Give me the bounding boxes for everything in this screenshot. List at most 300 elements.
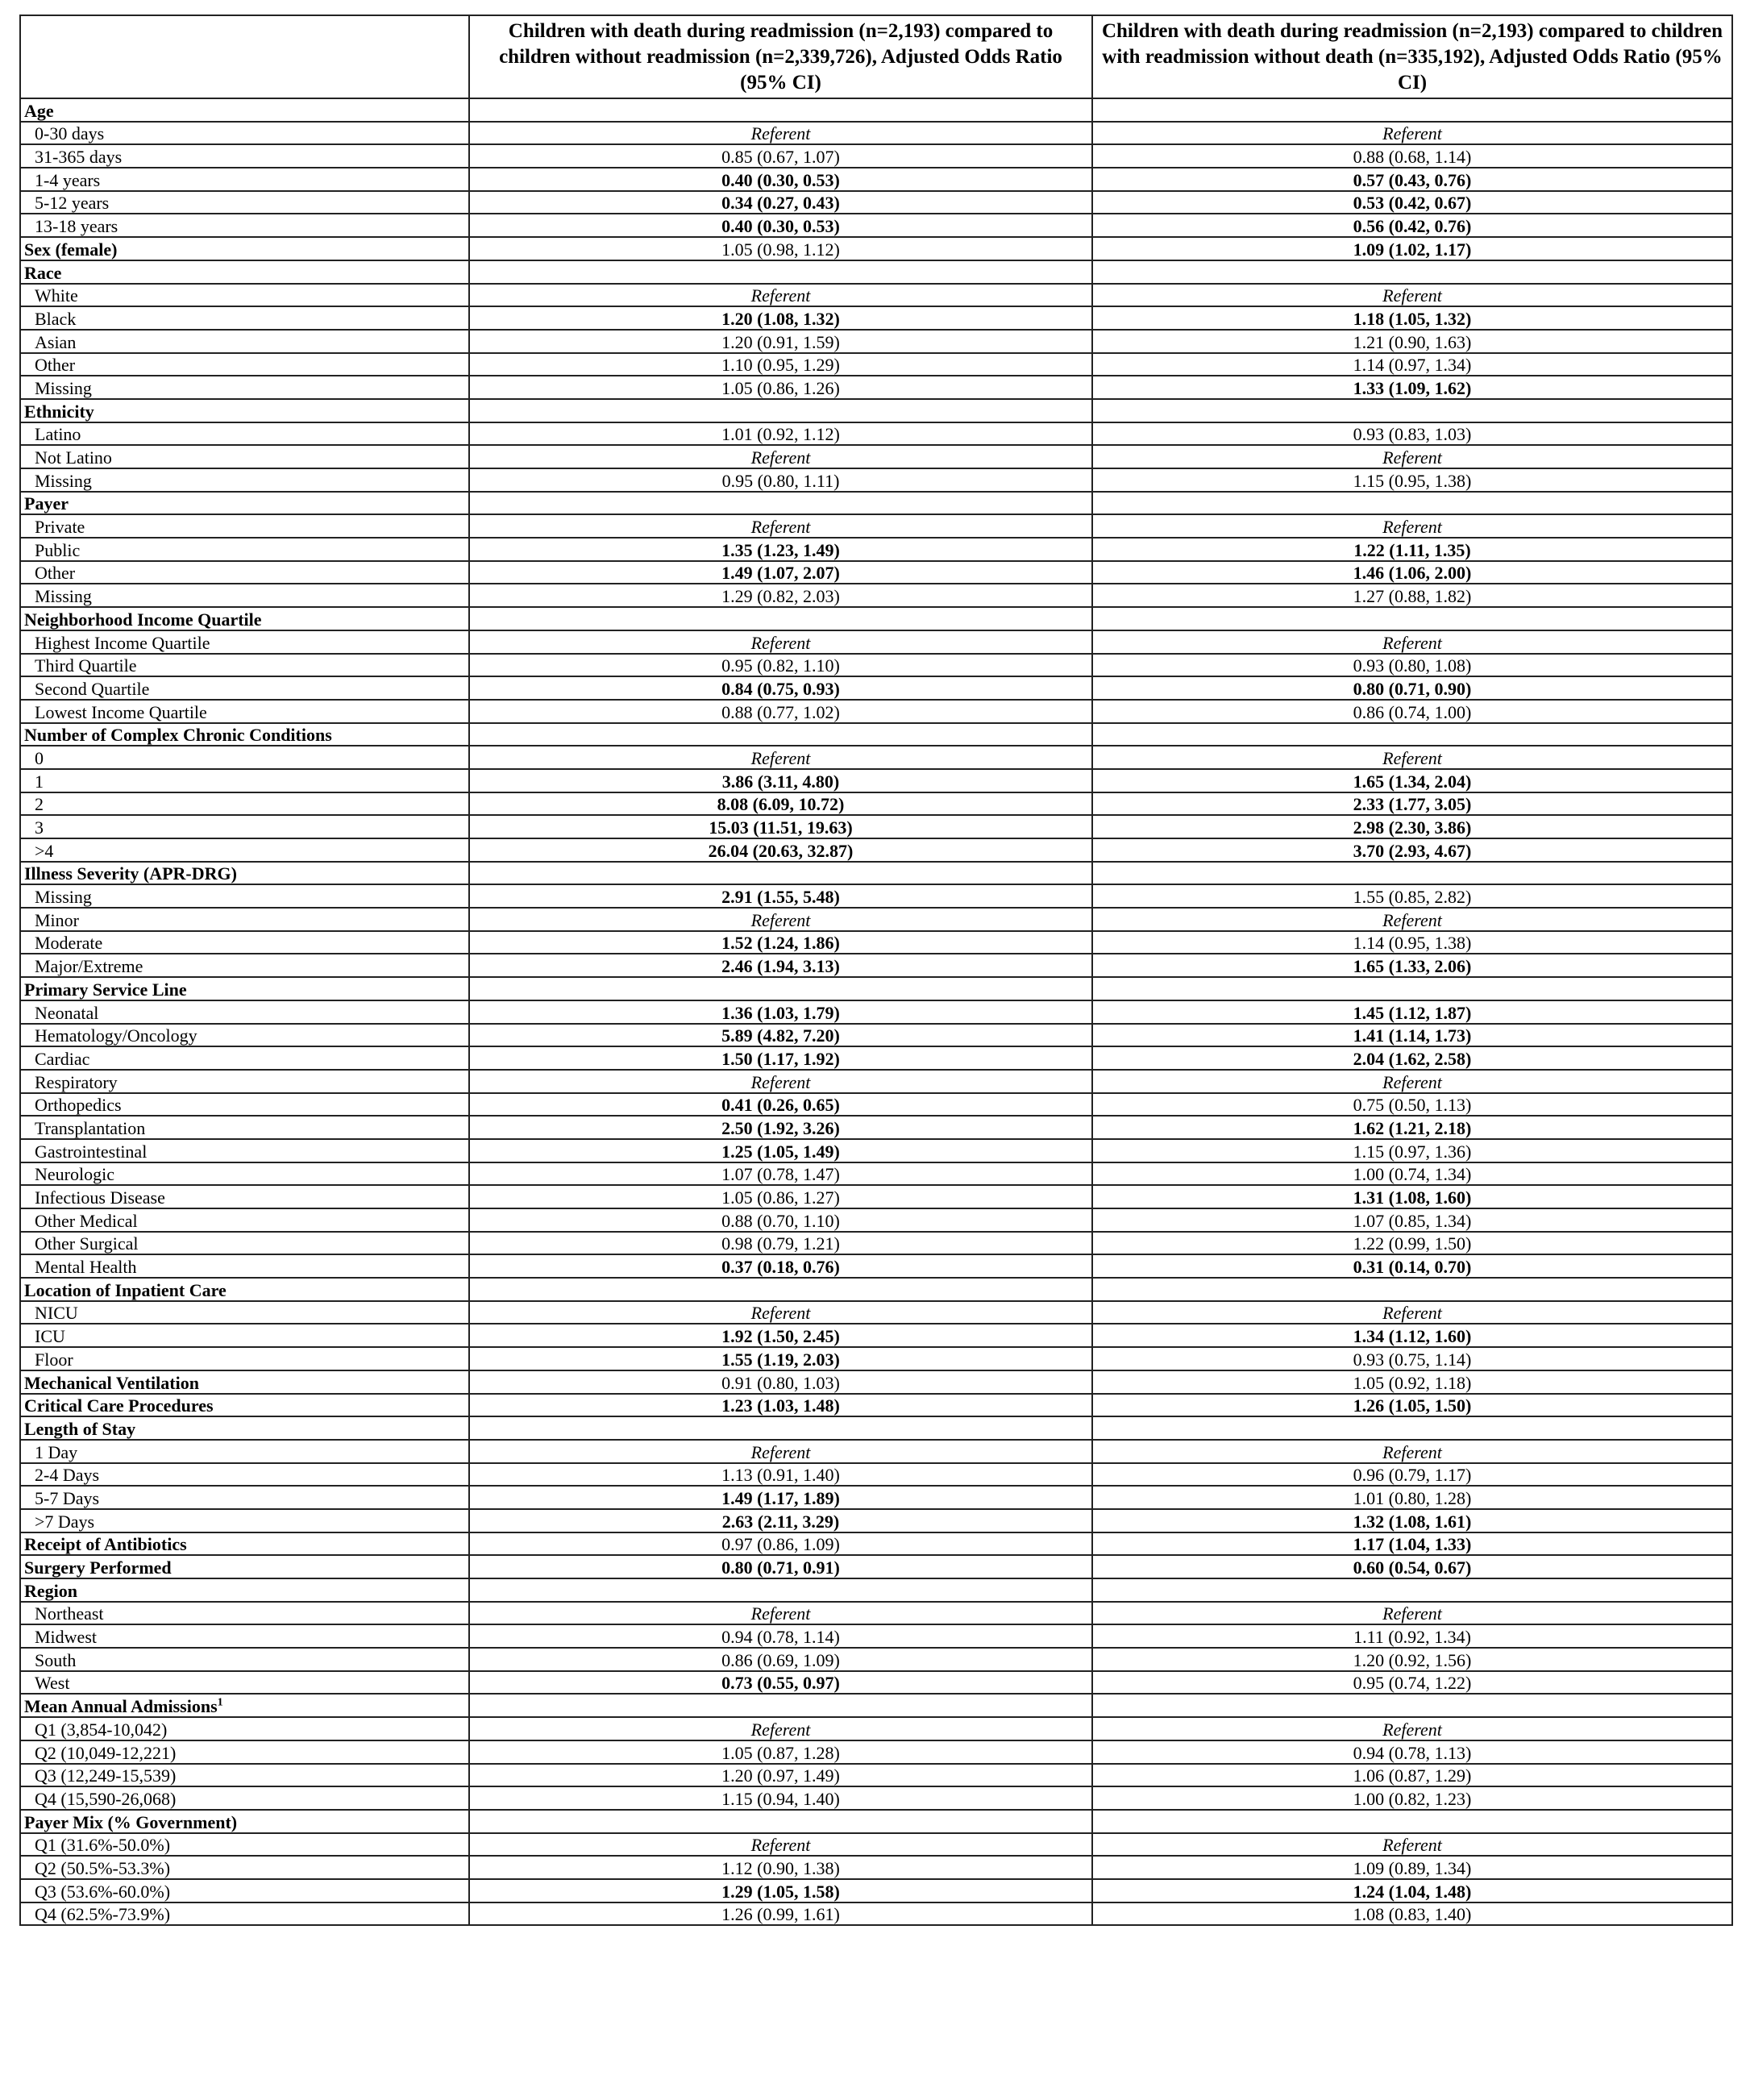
row-label-text: Midwest — [35, 1627, 97, 1648]
table-row — [20, 191, 1732, 214]
row-label — [20, 1139, 469, 1162]
odds-ratio-no-readmission-cell: 0.84 (0.75, 0.93) — [469, 676, 1092, 700]
table-row — [20, 931, 1732, 954]
odds-ratio-readmission-without-death-cell: 1.46 (1.06, 2.00) — [1092, 561, 1732, 584]
row-label — [20, 538, 469, 561]
odds-ratio-no-readmission-cell — [469, 492, 1092, 515]
odds-ratio-readmission-without-death-cell: 0.75 (0.50, 1.13) — [1092, 1093, 1732, 1117]
odds-ratio-readmission-without-death-cell: 1.22 (0.99, 1.50) — [1092, 1232, 1732, 1255]
row-label — [20, 353, 469, 376]
table-row — [20, 306, 1732, 330]
odds-ratio-readmission-without-death-cell: 1.01 (0.80, 1.28) — [1092, 1486, 1732, 1509]
row-label-text: Q4 (62.5%-73.9%) — [35, 1904, 171, 1925]
odds-ratio-no-readmission-cell: 1.12 (0.90, 1.38) — [469, 1856, 1092, 1879]
odds-ratio-no-readmission-cell: 5.89 (4.82, 7.20) — [469, 1024, 1092, 1047]
row-label — [20, 492, 469, 515]
odds-ratio-no-readmission-cell: 1.05 (0.86, 1.26) — [469, 376, 1092, 399]
odds-ratio-no-readmission-cell: 15.03 (11.51, 19.63) — [469, 815, 1092, 838]
odds-ratio-readmission-without-death-cell: 1.09 (1.02, 1.17) — [1092, 237, 1732, 260]
table-row — [20, 514, 1732, 538]
row-label — [20, 1856, 469, 1879]
table-section-row — [20, 98, 1732, 122]
row-label-text: Orthopedics — [35, 1095, 122, 1116]
row-label — [20, 1046, 469, 1070]
table-row — [20, 1070, 1732, 1093]
table-row — [20, 584, 1732, 607]
row-label-text: Floor — [35, 1349, 73, 1370]
row-label-text: South — [35, 1649, 77, 1670]
row-label-text: >4 — [35, 840, 54, 861]
odds-ratio-no-readmission-cell: 1.20 (1.08, 1.32) — [469, 306, 1092, 330]
header-no-readmission-comparison: Children with death during readmission (n=2,193) compared to children without readmission (n=2,339,726), Adjusted Odds Ratio (95% CI) — [469, 15, 1092, 98]
row-label — [20, 168, 469, 191]
row-label-text: Neurologic — [35, 1164, 114, 1185]
odds-ratio-readmission-without-death-cell: 2.04 (1.62, 2.58) — [1092, 1046, 1732, 1070]
odds-ratio-no-readmission-cell: 0.85 (0.67, 1.07) — [469, 144, 1092, 168]
row-label-text: 0 — [35, 747, 44, 768]
row-label — [20, 838, 469, 862]
row-label — [20, 445, 469, 468]
odds-ratio-no-readmission-cell: 0.40 (0.30, 0.53) — [469, 168, 1092, 191]
table-row — [20, 908, 1732, 931]
table-row — [20, 1786, 1732, 1810]
table-row — [20, 122, 1732, 145]
row-label-text: Ethnicity — [24, 401, 94, 422]
table-row — [20, 1139, 1732, 1162]
table-body — [20, 98, 1732, 1925]
row-label-text: Other — [35, 355, 76, 376]
row-label-text: Missing — [35, 377, 92, 398]
table-row — [20, 1093, 1732, 1117]
row-label-text: Illness Severity (APR-DRG) — [24, 863, 237, 884]
row-label-text: Q4 (15,590-26,068) — [35, 1788, 177, 1809]
odds-ratio-no-readmission-cell: 1.55 (1.19, 2.03) — [469, 1347, 1092, 1370]
odds-ratio-no-readmission-cell — [469, 1416, 1092, 1440]
table-section-row — [20, 1578, 1732, 1602]
table-row — [20, 1486, 1732, 1509]
row-label-text: Transplantation — [35, 1117, 146, 1138]
row-label-text: Q1 (31.6%-50.0%) — [35, 1835, 171, 1856]
table-row — [20, 1162, 1732, 1186]
row-label — [20, 1578, 469, 1602]
row-label-text: Age — [24, 100, 54, 121]
row-label-text: 1 — [35, 771, 44, 792]
table-row — [20, 676, 1732, 700]
odds-ratio-no-readmission-cell — [469, 399, 1092, 422]
row-label-text: Highest Income Quartile — [35, 632, 210, 653]
odds-ratio-no-readmission-cell: Referent — [469, 746, 1092, 769]
table-row — [20, 1740, 1732, 1764]
odds-ratio-no-readmission-cell: 8.08 (6.09, 10.72) — [469, 792, 1092, 816]
row-label-text: Major/Extreme — [35, 956, 143, 977]
odds-ratio-no-readmission-cell: 0.94 (0.78, 1.14) — [469, 1624, 1092, 1648]
table-section-row — [20, 1694, 1732, 1717]
odds-ratio-no-readmission-cell: 1.36 (1.03, 1.79) — [469, 1000, 1092, 1024]
row-label-text: Mean Annual Admissions — [24, 1696, 218, 1717]
odds-ratio-readmission-without-death-cell: 1.14 (0.97, 1.34) — [1092, 353, 1732, 376]
table-row — [20, 1254, 1732, 1278]
table-row — [20, 746, 1732, 769]
row-label — [20, 214, 469, 237]
row-label — [20, 237, 469, 260]
odds-ratio-no-readmission-cell: 0.40 (0.30, 0.53) — [469, 214, 1092, 237]
table-section-row — [20, 1532, 1732, 1556]
row-label-text: Neonatal — [35, 1002, 99, 1023]
odds-ratio-no-readmission-cell — [469, 1810, 1092, 1833]
row-label-text: Neighborhood Income Quartile — [24, 609, 262, 630]
row-label — [20, 1555, 469, 1578]
row-label — [20, 954, 469, 977]
table-row — [20, 1024, 1732, 1047]
table-section-row — [20, 1278, 1732, 1301]
odds-ratio-readmission-without-death-cell: 0.96 (0.79, 1.17) — [1092, 1463, 1732, 1487]
table-row — [20, 700, 1732, 723]
row-label — [20, 1648, 469, 1671]
row-label-text: Q3 (12,249-15,539) — [35, 1765, 177, 1786]
odds-ratio-no-readmission-cell: 0.34 (0.27, 0.43) — [469, 191, 1092, 214]
odds-ratio-no-readmission-cell: 1.52 (1.24, 1.86) — [469, 931, 1092, 954]
row-label — [20, 630, 469, 654]
row-label-text: Receipt of Antibiotics — [24, 1534, 187, 1555]
row-label-text: Race — [24, 262, 62, 283]
odds-ratio-no-readmission-cell: 1.92 (1.50, 2.45) — [469, 1324, 1092, 1347]
table-row — [20, 1208, 1732, 1232]
odds-ratio-no-readmission-cell: 0.97 (0.86, 1.09) — [469, 1532, 1092, 1556]
table-row — [20, 884, 1732, 908]
row-label — [20, 1024, 469, 1047]
row-label-text: Payer — [24, 493, 69, 514]
row-label-text: Public — [35, 539, 81, 560]
odds-ratio-readmission-without-death-cell: 3.70 (2.93, 4.67) — [1092, 838, 1732, 862]
odds-ratio-no-readmission-cell: 0.98 (0.79, 1.21) — [469, 1232, 1092, 1255]
table-row — [20, 1902, 1732, 1926]
row-label-text: 5-12 years — [35, 193, 110, 214]
odds-ratio-readmission-without-death-cell: 0.57 (0.43, 0.76) — [1092, 168, 1732, 191]
odds-ratio-no-readmission-cell: 0.91 (0.80, 1.03) — [469, 1370, 1092, 1394]
odds-ratio-readmission-without-death-cell — [1092, 1416, 1732, 1440]
table-row — [20, 1301, 1732, 1324]
odds-ratio-no-readmission-cell: 1.50 (1.17, 1.92) — [469, 1046, 1092, 1070]
row-label-text: Hematology/Oncology — [35, 1025, 197, 1046]
odds-ratio-table — [19, 15, 1733, 1926]
table-row — [20, 468, 1732, 492]
row-label — [20, 122, 469, 145]
odds-ratio-readmission-without-death-cell: 1.07 (0.85, 1.34) — [1092, 1208, 1732, 1232]
odds-ratio-readmission-without-death-cell: 0.80 (0.71, 0.90) — [1092, 676, 1732, 700]
odds-ratio-readmission-without-death-cell: 1.00 (0.82, 1.23) — [1092, 1786, 1732, 1810]
odds-ratio-readmission-without-death-cell: 1.09 (0.89, 1.34) — [1092, 1856, 1732, 1879]
header-row — [20, 15, 1732, 98]
odds-ratio-no-readmission-cell: Referent — [469, 445, 1092, 468]
row-label-text: Cardiac — [35, 1048, 90, 1069]
row-label-text: White — [35, 285, 78, 306]
odds-ratio-no-readmission-cell: Referent — [469, 630, 1092, 654]
table-section-row — [20, 607, 1732, 630]
row-label-text: Second Quartile — [35, 678, 150, 699]
table-row — [20, 838, 1732, 862]
odds-ratio-no-readmission-cell — [469, 607, 1092, 630]
row-label — [20, 1810, 469, 1833]
row-label — [20, 1740, 469, 1764]
row-label — [20, 700, 469, 723]
row-label-text: Missing — [35, 586, 92, 607]
table-row — [20, 792, 1732, 816]
table-section-row — [20, 1810, 1732, 1833]
odds-ratio-readmission-without-death-cell — [1092, 399, 1732, 422]
table-row — [20, 214, 1732, 237]
table-row — [20, 1347, 1732, 1370]
row-label — [20, 399, 469, 422]
odds-ratio-no-readmission-cell — [469, 1694, 1092, 1717]
odds-ratio-readmission-without-death-cell — [1092, 1578, 1732, 1602]
table-section-row — [20, 977, 1732, 1000]
odds-ratio-readmission-without-death-cell — [1092, 977, 1732, 1000]
odds-ratio-readmission-without-death-cell: Referent — [1092, 284, 1732, 307]
row-label-text: Black — [35, 308, 77, 329]
table-row — [20, 376, 1732, 399]
odds-ratio-no-readmission-cell: 1.15 (0.94, 1.40) — [469, 1786, 1092, 1810]
row-label-text: Gastrointestinal — [35, 1141, 148, 1162]
row-label — [20, 931, 469, 954]
row-label — [20, 422, 469, 446]
row-label — [20, 1347, 469, 1370]
odds-ratio-readmission-without-death-cell: Referent — [1092, 1717, 1732, 1740]
odds-ratio-readmission-without-death-cell: Referent — [1092, 908, 1732, 931]
odds-ratio-no-readmission-cell: 1.07 (0.78, 1.47) — [469, 1162, 1092, 1186]
odds-ratio-no-readmission-cell — [469, 723, 1092, 746]
row-label-text: 13-18 years — [35, 216, 118, 237]
odds-ratio-readmission-without-death-cell: 0.31 (0.14, 0.70) — [1092, 1254, 1732, 1278]
table-row — [20, 1463, 1732, 1487]
table-row — [20, 1648, 1732, 1671]
row-label-text: Missing — [35, 887, 92, 908]
odds-ratio-readmission-without-death-cell: Referent — [1092, 1070, 1732, 1093]
row-label — [20, 815, 469, 838]
table-row — [20, 1671, 1732, 1695]
odds-ratio-no-readmission-cell: 1.23 (1.03, 1.48) — [469, 1394, 1092, 1417]
odds-ratio-readmission-without-death-cell: 1.27 (0.88, 1.82) — [1092, 584, 1732, 607]
row-label-text: Q3 (53.6%-60.0%) — [35, 1881, 171, 1902]
row-label — [20, 1208, 469, 1232]
odds-ratio-readmission-without-death-cell: 1.55 (0.85, 2.82) — [1092, 884, 1732, 908]
odds-ratio-no-readmission-cell: 1.35 (1.23, 1.49) — [469, 538, 1092, 561]
row-label — [20, 1116, 469, 1139]
row-label — [20, 862, 469, 885]
row-label — [20, 376, 469, 399]
table-row — [20, 1232, 1732, 1255]
table-section-row — [20, 492, 1732, 515]
odds-ratio-readmission-without-death-cell: Referent — [1092, 1833, 1732, 1857]
odds-ratio-no-readmission-cell: 1.26 (0.99, 1.61) — [469, 1902, 1092, 1926]
odds-ratio-readmission-without-death-cell — [1092, 492, 1732, 515]
table-row — [20, 1324, 1732, 1347]
odds-ratio-no-readmission-cell: 2.46 (1.94, 3.13) — [469, 954, 1092, 977]
odds-ratio-readmission-without-death-cell: 1.26 (1.05, 1.50) — [1092, 1394, 1732, 1417]
row-label-text: Surgery Performed — [24, 1557, 172, 1578]
table-row — [20, 1046, 1732, 1070]
odds-ratio-no-readmission-cell: 0.95 (0.82, 1.10) — [469, 654, 1092, 677]
row-label-text: Mechanical Ventilation — [24, 1372, 199, 1393]
table-row — [20, 1856, 1732, 1879]
row-label — [20, 1671, 469, 1695]
odds-ratio-no-readmission-cell: 0.41 (0.26, 0.65) — [469, 1093, 1092, 1117]
odds-ratio-readmission-without-death-cell: 1.08 (0.83, 1.40) — [1092, 1902, 1732, 1926]
odds-ratio-readmission-without-death-cell: Referent — [1092, 445, 1732, 468]
row-label — [20, 908, 469, 931]
row-label-text: Minor — [35, 909, 79, 930]
odds-ratio-readmission-without-death-cell: 1.06 (0.87, 1.29) — [1092, 1764, 1732, 1787]
odds-ratio-readmission-without-death-cell: 1.18 (1.05, 1.32) — [1092, 306, 1732, 330]
row-label-text: Primary Service Line — [24, 979, 187, 1000]
table-row — [20, 630, 1732, 654]
odds-ratio-readmission-without-death-cell: 2.98 (2.30, 3.86) — [1092, 815, 1732, 838]
row-label-text: Length of Stay — [24, 1418, 136, 1439]
odds-ratio-no-readmission-cell: Referent — [469, 1602, 1092, 1625]
table-section-row — [20, 260, 1732, 284]
row-label-text: ICU — [35, 1326, 65, 1347]
odds-ratio-no-readmission-cell: 0.86 (0.69, 1.09) — [469, 1648, 1092, 1671]
odds-ratio-readmission-without-death-cell — [1092, 1810, 1732, 1833]
odds-ratio-readmission-without-death-cell: 1.17 (1.04, 1.33) — [1092, 1532, 1732, 1556]
odds-ratio-no-readmission-cell — [469, 260, 1092, 284]
table-row — [20, 815, 1732, 838]
odds-ratio-no-readmission-cell — [469, 98, 1092, 122]
odds-ratio-no-readmission-cell: 0.73 (0.55, 0.97) — [469, 1671, 1092, 1695]
row-label-text: Payer Mix (% Government) — [24, 1811, 238, 1832]
odds-ratio-no-readmission-cell: 0.37 (0.18, 0.76) — [469, 1254, 1092, 1278]
row-label — [20, 584, 469, 607]
table-section-row — [20, 237, 1732, 260]
odds-ratio-no-readmission-cell: Referent — [469, 1833, 1092, 1857]
odds-ratio-readmission-without-death-cell: 1.05 (0.92, 1.18) — [1092, 1370, 1732, 1394]
row-label-text: Number of Complex Chronic Conditions — [24, 725, 332, 746]
footnote-marker: 1 — [217, 1696, 223, 1709]
table-row — [20, 1717, 1732, 1740]
row-label-text: Respiratory — [35, 1071, 118, 1092]
row-label — [20, 1324, 469, 1347]
odds-ratio-no-readmission-cell: 1.49 (1.17, 1.89) — [469, 1486, 1092, 1509]
row-label — [20, 1624, 469, 1648]
row-label-text: Private — [35, 517, 85, 538]
row-label — [20, 1440, 469, 1463]
odds-ratio-readmission-without-death-cell: 0.56 (0.42, 0.76) — [1092, 214, 1732, 237]
row-label-text: Location of Inpatient Care — [24, 1279, 227, 1300]
row-label — [20, 330, 469, 353]
row-label-text: Lowest Income Quartile — [35, 701, 207, 722]
row-label-text: Missing — [35, 470, 92, 491]
row-label-text: Q2 (10,049-12,221) — [35, 1742, 177, 1763]
table-row — [20, 144, 1732, 168]
table-row — [20, 168, 1732, 191]
row-label-text: Region — [24, 1580, 77, 1601]
odds-ratio-readmission-without-death-cell: 1.14 (0.95, 1.38) — [1092, 931, 1732, 954]
row-label-text: 1 Day — [35, 1441, 78, 1462]
row-label — [20, 769, 469, 792]
table-row — [20, 422, 1732, 446]
table-section-row — [20, 1394, 1732, 1417]
row-label — [20, 306, 469, 330]
odds-ratio-readmission-without-death-cell: 1.65 (1.33, 2.06) — [1092, 954, 1732, 977]
odds-ratio-no-readmission-cell: Referent — [469, 908, 1092, 931]
row-label-text: NICU — [35, 1303, 78, 1324]
odds-ratio-no-readmission-cell: 1.05 (0.98, 1.12) — [469, 237, 1092, 260]
odds-ratio-no-readmission-cell: 1.01 (0.92, 1.12) — [469, 422, 1092, 446]
table-row — [20, 538, 1732, 561]
row-label — [20, 98, 469, 122]
odds-ratio-no-readmission-cell: 1.29 (0.82, 2.03) — [469, 584, 1092, 607]
table-section-row — [20, 862, 1732, 885]
row-label-text: 2-4 Days — [35, 1465, 100, 1486]
odds-ratio-no-readmission-cell — [469, 862, 1092, 885]
odds-ratio-readmission-without-death-cell: 0.60 (0.54, 0.67) — [1092, 1555, 1732, 1578]
odds-ratio-no-readmission-cell: 1.10 (0.95, 1.29) — [469, 353, 1092, 376]
row-label — [20, 1902, 469, 1926]
odds-ratio-no-readmission-cell: 0.88 (0.70, 1.10) — [469, 1208, 1092, 1232]
row-label — [20, 1833, 469, 1857]
odds-ratio-readmission-without-death-cell: 1.15 (0.95, 1.38) — [1092, 468, 1732, 492]
table-row — [20, 445, 1732, 468]
row-label-text: Critical Care Procedures — [24, 1395, 214, 1416]
odds-ratio-readmission-without-death-cell: 1.11 (0.92, 1.34) — [1092, 1624, 1732, 1648]
row-label — [20, 1254, 469, 1278]
odds-ratio-readmission-without-death-cell — [1092, 607, 1732, 630]
row-label — [20, 1509, 469, 1532]
table-row — [20, 1764, 1732, 1787]
odds-ratio-no-readmission-cell: 3.86 (3.11, 4.80) — [469, 769, 1092, 792]
row-label — [20, 468, 469, 492]
table-row — [20, 330, 1732, 353]
row-label-text: Third Quartile — [35, 655, 137, 676]
header-readmission-without-death-comparison: Children with death during readmission (n=2,193) compared to children with readmission without death (n=335,192), Adjusted Odds Ratio (95% CI) — [1092, 15, 1732, 98]
odds-ratio-readmission-without-death-cell — [1092, 862, 1732, 885]
odds-ratio-no-readmission-cell: 0.88 (0.77, 1.02) — [469, 700, 1092, 723]
row-label — [20, 1301, 469, 1324]
table-row — [20, 954, 1732, 977]
row-label — [20, 1879, 469, 1902]
odds-ratio-readmission-without-death-cell: 0.94 (0.78, 1.13) — [1092, 1740, 1732, 1764]
row-label — [20, 654, 469, 677]
row-label-text: Not Latino — [35, 447, 112, 468]
table-row — [20, 561, 1732, 584]
table-row — [20, 1000, 1732, 1024]
odds-ratio-readmission-without-death-cell — [1092, 1278, 1732, 1301]
odds-ratio-readmission-without-death-cell — [1092, 1694, 1732, 1717]
row-label-text: Northeast — [35, 1603, 104, 1624]
odds-ratio-readmission-without-death-cell: 1.32 (1.08, 1.61) — [1092, 1509, 1732, 1532]
table-row — [20, 769, 1732, 792]
odds-ratio-readmission-without-death-cell: 1.34 (1.12, 1.60) — [1092, 1324, 1732, 1347]
row-label-text: Other — [35, 563, 76, 584]
table-row — [20, 353, 1732, 376]
odds-ratio-readmission-without-death-cell: Referent — [1092, 1301, 1732, 1324]
odds-ratio-readmission-without-death-cell: 1.62 (1.21, 2.18) — [1092, 1116, 1732, 1139]
row-label — [20, 144, 469, 168]
row-label-text: Q1 (3,854-10,042) — [35, 1719, 168, 1740]
odds-ratio-readmission-without-death-cell: 0.93 (0.80, 1.08) — [1092, 654, 1732, 677]
odds-ratio-no-readmission-cell: 2.50 (1.92, 3.26) — [469, 1116, 1092, 1139]
row-label — [20, 1000, 469, 1024]
odds-ratio-no-readmission-cell: Referent — [469, 1070, 1092, 1093]
table-row — [20, 1602, 1732, 1625]
row-label-text: Other Medical — [35, 1210, 138, 1231]
row-label-text: Other Surgical — [35, 1233, 139, 1254]
row-label — [20, 1370, 469, 1394]
odds-ratio-no-readmission-cell: 1.13 (0.91, 1.40) — [469, 1463, 1092, 1487]
odds-ratio-readmission-without-death-cell: 0.95 (0.74, 1.22) — [1092, 1671, 1732, 1695]
row-label-text: 0-30 days — [35, 123, 105, 144]
row-label — [20, 1694, 469, 1717]
odds-ratio-readmission-without-death-cell: 0.93 (0.75, 1.14) — [1092, 1347, 1732, 1370]
